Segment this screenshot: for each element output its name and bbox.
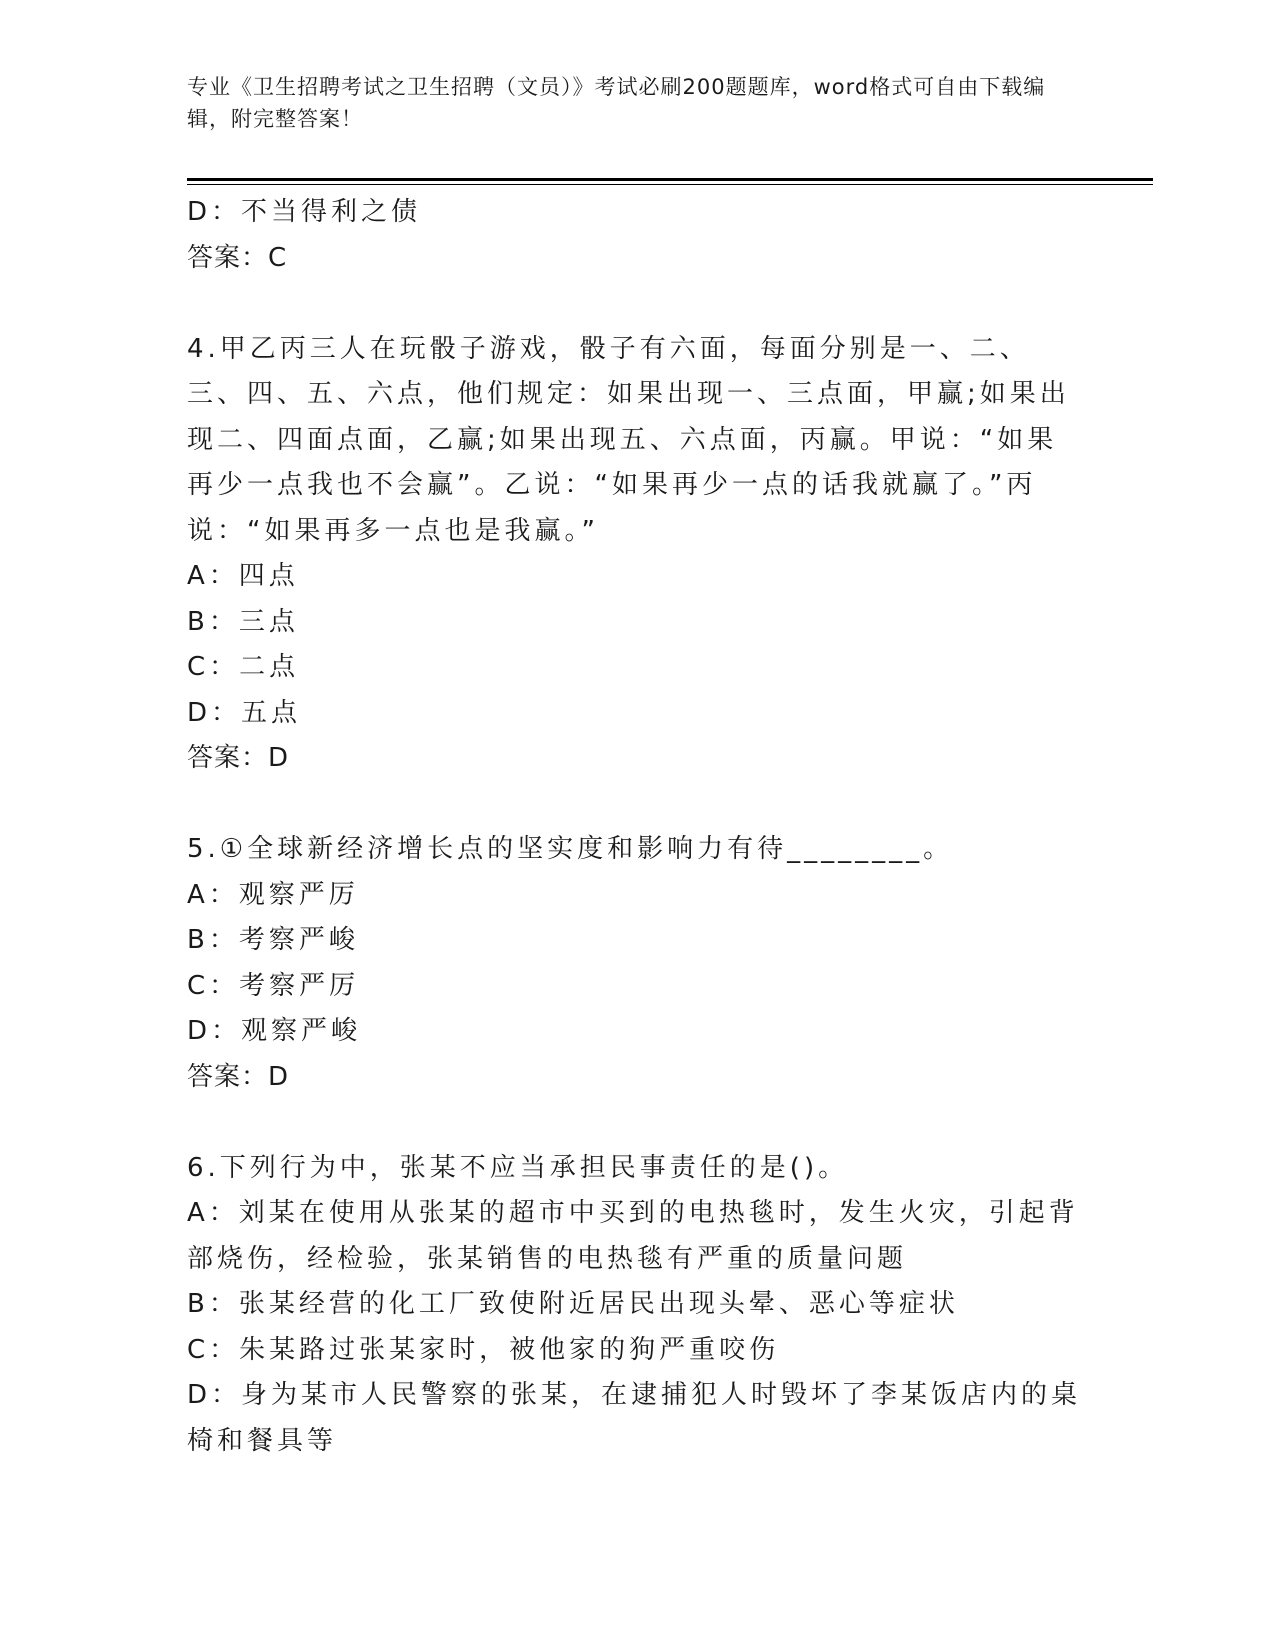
question-stem: 4.甲乙丙三人在玩骰子游戏，骰子有六面，每面分别是一、二、三、四、五、六点，他们规定：如果出现一、三点面，甲赢;如果出现二、四面点面，乙赢;如果出现五、六点面，丙赢。甲说：“如果再少一点我也不会赢”。乙说：“如果再少一点的话我就赢了。”丙说：“如果再多一点也是我赢。” [187,333,1070,546]
option-d: D：身为某市人民警察的张某，在逮捕犯人时毁坏了李某饭店内的桌椅和餐具等 [187,1380,1082,1456]
option-a: A：刘某在使用从张某的超市中买到的电热毯时，发生火灾，引起背部烧伤，经检验，张某销售的电热毯有严重的质量问题 [187,1198,1079,1274]
answer: 答案：C [187,242,288,273]
option-c: C：朱某路过张某家时，被他家的狗严重咬伤 [187,1334,780,1365]
option-d: D：五点 [187,697,302,728]
option-d: D：不当得利之债 [187,197,422,227]
document-body [187,190,1087,1464]
option-b: B：张某经营的化工厂致使附近居民出现头晕、恶心等症状 [187,1289,959,1319]
answer: 答案：D [187,743,290,773]
option-b: B：三点 [187,606,299,637]
option-a: A：观察严厉 [187,879,359,910]
option-d: D：观察严峻 [187,1016,362,1046]
option-b: B：考察严峻 [187,925,359,955]
question-stem: 5.①全球新经济增长点的坚实度和影响力有待________。 [187,834,954,864]
answer: 答案：D [187,1061,290,1092]
option-a: A：四点 [187,561,299,591]
question-stem: 6.下列行为中，张某不应当承担民事责任的是()。 [187,1152,849,1183]
option-c: C：二点 [187,652,300,682]
option-c: C：考察严厉 [187,970,360,1001]
header-rule-thin [187,184,1153,185]
header-rule-thick [187,178,1153,181]
document-header: 专业《卫生招聘考试之卫生招聘（文员）》考试必刷200题题库，word格式可自由下载编辑，附完整答案！ [187,75,1046,131]
